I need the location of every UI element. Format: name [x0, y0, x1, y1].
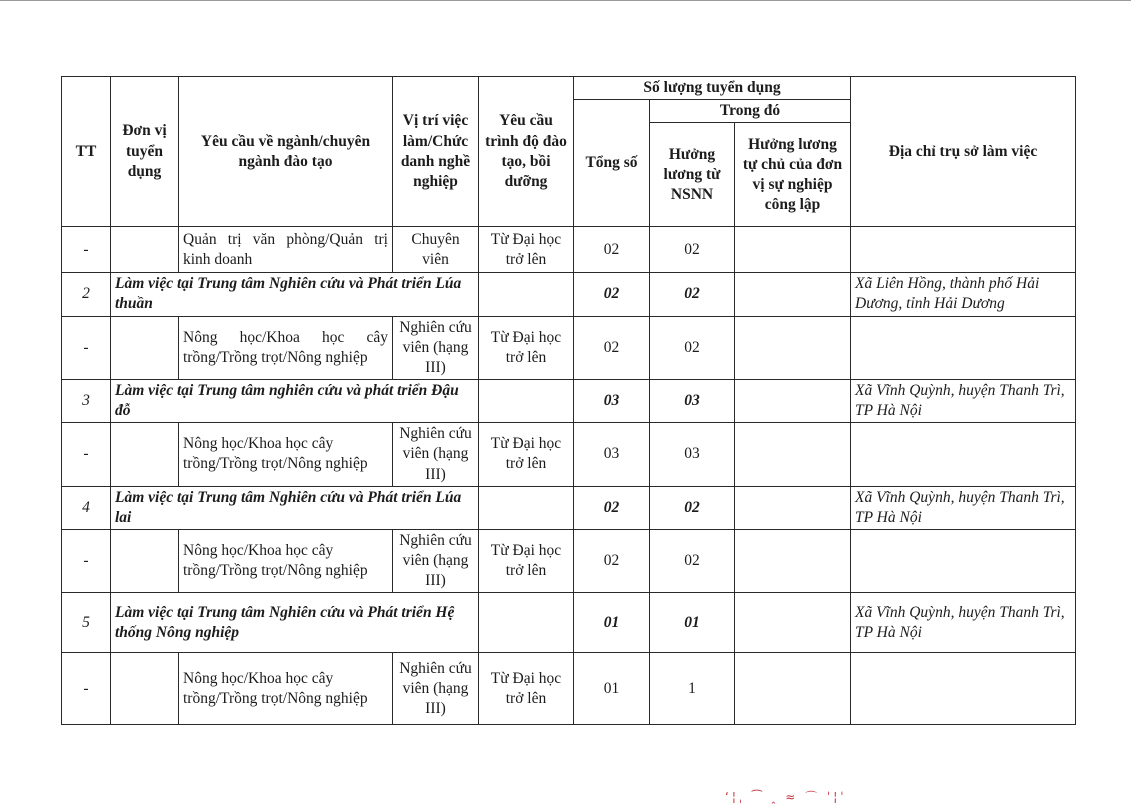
- table-row: [62, 529, 1076, 592]
- group-tt: 3: [62, 379, 111, 422]
- group-total: 01: [574, 593, 650, 653]
- row-unit: [111, 653, 179, 725]
- group-title: Làm việc tại Trung tâm Nghiên cứu và Phát triển Hệ thống Nông nghiệp: [111, 593, 479, 653]
- row-total: 03: [574, 423, 650, 486]
- group-tt: 5: [62, 593, 111, 653]
- row-position: Nghiên cứu viên (hạng III): [393, 529, 479, 592]
- row-position: Nghiên cứu viên (hạng III): [393, 653, 479, 725]
- row-degree: Từ Đại học trở lên: [479, 227, 574, 273]
- row-major: Nông học/Khoa học cây trồng/Trồng trọt/Nông nghiệp: [179, 529, 393, 592]
- red-stamp-mark: ʻ¦ˌ ⁀ ꞈ ≈ ⌒ ˈ¦ˈ: [725, 790, 847, 804]
- group-total: 02: [574, 273, 650, 316]
- header-major: Yêu cầu về ngành/chuyên ngành đào tạo: [179, 77, 393, 227]
- row-address: [851, 423, 1076, 486]
- row-major: Nông học/Khoa học cây trồng/Trồng trọt/Nông nghiệp: [179, 423, 393, 486]
- group-title: Làm việc tại Trung tâm nghiên cứu và phát triển Đậu đỗ: [111, 379, 479, 422]
- header-degree: Yêu cầu trình độ đào tạo, bồi dưỡng: [479, 77, 574, 227]
- row-nsnn: 02: [650, 316, 735, 379]
- row-tt: -: [62, 227, 111, 273]
- header-unit: Đơn vị tuyển dụng: [111, 77, 179, 227]
- table-group-row: [62, 486, 1076, 529]
- row-position: Nghiên cứu viên (hạng III): [393, 316, 479, 379]
- row-address: [851, 316, 1076, 379]
- recruitment-table: [61, 76, 1076, 725]
- group-self-funded: [735, 486, 851, 529]
- group-tt: 4: [62, 486, 111, 529]
- header-address: Địa chỉ trụ sở làm việc: [851, 77, 1076, 227]
- group-address: Xã Vĩnh Quỳnh, huyện Thanh Trì, TP Hà Nội: [851, 593, 1076, 653]
- header-tt: TT: [62, 77, 111, 227]
- row-degree: Từ Đại học trở lên: [479, 529, 574, 592]
- row-address: [851, 653, 1076, 725]
- row-unit: [111, 316, 179, 379]
- page-top-edge: [0, 0, 1131, 1]
- group-self-funded: [735, 593, 851, 653]
- row-total: 02: [574, 316, 650, 379]
- group-nsnn: 02: [650, 273, 735, 316]
- row-position: Chuyên viên: [393, 227, 479, 273]
- row-tt: -: [62, 316, 111, 379]
- row-address: [851, 227, 1076, 273]
- row-position: Nghiên cứu viên (hạng III): [393, 423, 479, 486]
- group-tt: 2: [62, 273, 111, 316]
- row-nsnn: 02: [650, 529, 735, 592]
- group-address: Xã Vĩnh Quỳnh, huyện Thanh Trì, TP Hà Nội: [851, 486, 1076, 529]
- group-address: Xã Liên Hồng, thành phố Hải Dương, tỉnh Hải Dương: [851, 273, 1076, 316]
- group-total: 03: [574, 379, 650, 422]
- group-title: Làm việc tại Trung tâm Nghiên cứu và Phát triển Lúa thuần: [111, 273, 479, 316]
- group-self-funded: [735, 379, 851, 422]
- group-degree: [479, 379, 574, 422]
- row-total: 02: [574, 529, 650, 592]
- row-tt: -: [62, 529, 111, 592]
- row-self-funded: [735, 423, 851, 486]
- header-position: Vị trí việc làm/Chức danh nghề nghiệp: [393, 77, 479, 227]
- header-state-budget: Hưởng lương từ NSNN: [650, 123, 735, 227]
- table-group-row: [62, 379, 1076, 422]
- row-unit: [111, 227, 179, 273]
- group-title: Làm việc tại Trung tâm Nghiên cứu và Phát triển Lúa lai: [111, 486, 479, 529]
- table-group-row: [62, 273, 1076, 316]
- row-nsnn: 03: [650, 423, 735, 486]
- row-total: 02: [574, 227, 650, 273]
- row-degree: Từ Đại học trở lên: [479, 423, 574, 486]
- table-row: [62, 227, 1076, 273]
- row-address: [851, 529, 1076, 592]
- table-row: [62, 423, 1076, 486]
- row-unit: [111, 423, 179, 486]
- row-self-funded: [735, 316, 851, 379]
- header-self-funded: Hưởng lương tự chủ của đơn vị sự nghiệp công lập: [735, 123, 851, 227]
- group-degree: [479, 273, 574, 316]
- group-degree: [479, 593, 574, 653]
- group-nsnn: 02: [650, 486, 735, 529]
- table-group-row: [62, 593, 1076, 653]
- row-major: Nông học/Khoa học cây trồng/Trồng trọt/Nông nghiệp: [179, 653, 393, 725]
- header-of-which: Trong đó: [650, 100, 851, 123]
- row-nsnn: 02: [650, 227, 735, 273]
- row-nsnn: 1: [650, 653, 735, 725]
- row-self-funded: [735, 227, 851, 273]
- header-total: Tổng số: [574, 100, 650, 227]
- row-degree: Từ Đại học trở lên: [479, 316, 574, 379]
- row-self-funded: [735, 653, 851, 725]
- group-degree: [479, 486, 574, 529]
- group-self-funded: [735, 273, 851, 316]
- group-nsnn: 03: [650, 379, 735, 422]
- table-row: [62, 653, 1076, 725]
- group-total: 02: [574, 486, 650, 529]
- header-quantity-group: Số lượng tuyển dụng: [574, 77, 851, 100]
- row-total: 01: [574, 653, 650, 725]
- row-tt: -: [62, 423, 111, 486]
- table-row: [62, 316, 1076, 379]
- row-unit: [111, 529, 179, 592]
- row-major: Nông học/Khoa học cây trồng/Trồng trọt/Nông nghiệp: [179, 316, 393, 379]
- group-address: Xã Vĩnh Quỳnh, huyện Thanh Trì, TP Hà Nội: [851, 379, 1076, 422]
- row-degree: Từ Đại học trở lên: [479, 653, 574, 725]
- row-major: Quản trị văn phòng/Quản trị kinh doanh: [179, 227, 393, 273]
- row-self-funded: [735, 529, 851, 592]
- group-nsnn: 01: [650, 593, 735, 653]
- row-tt: -: [62, 653, 111, 725]
